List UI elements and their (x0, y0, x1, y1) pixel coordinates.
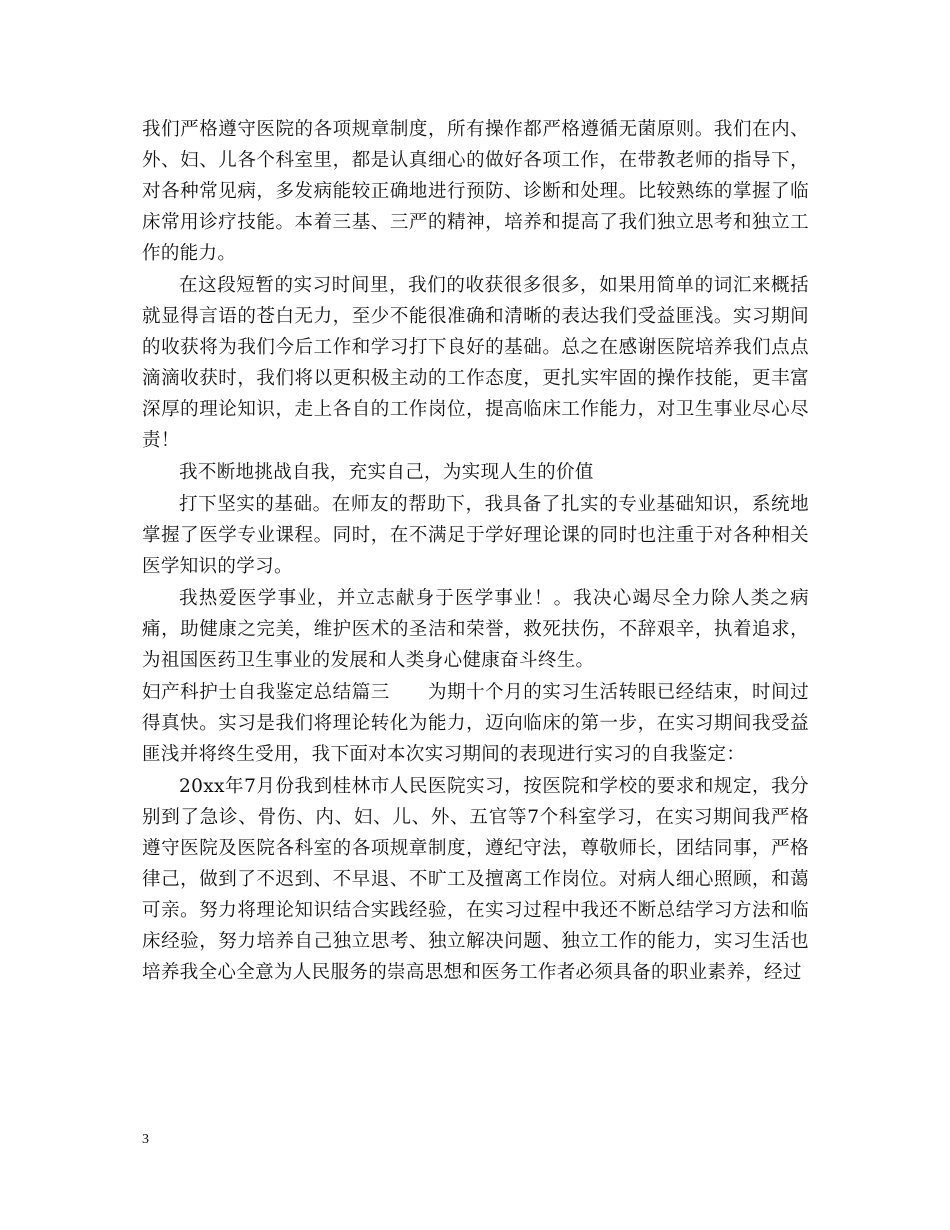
paragraph-6-section-heading: 妇产科护士自我鉴定总结篇三 为期十个月的实习生活转眼已经结束，时间过得真快。实习是我们将理论转化为能力，迈向临床的第一步，在实习期间我受益匪浅并将终生受用，我下面对本次实习期间的表现进行实习的自我鉴定： (142, 682, 809, 765)
paragraph-4: 打下坚实的基础。在师友的帮助下，我具备了扎实的专业基础知识，系统地掌握了医学专业课程。同时，在不满足于学好理论课的同时也注重于对各种相关医学知识的学习。 (142, 494, 809, 577)
paragraph-1: 我们严格遵守医院的各项规章制度，所有操作都严格遵循无菌原则。我们在内、外、妇、儿各个科室里，都是认真细心的做好各项工作，在带教老师的指导下，对各种常见病，多发病能较正确地进行预防、诊断和处理。比较熟练的掌握了临床常用诊疗技能。本着三基、三严的精神，培养和提高了我们独立思考和独立工作的能力。 (142, 119, 809, 264)
paragraph-7: 20xx年7月份我到桂林市人民医院实习，按医院和学校的要求和规定，我分别到了急诊、骨伤、内、妇、儿、外、五官等7个科室学习，在实习期间我严格遵守医院及医院各科室的各项规章制度，遵纪守法，尊敬师长，团结同事，严格律己，做到了不迟到、不早退、不旷工及擅离工作岗位。对病人细心照顾，和蔼可亲。努力将理论知识结合实践经验，在实习过程中我还不断总结学习方法和临床经验，努力培养自己独立思考、独立解决问题、独立工作的能力，实习生活也培养我全心全意为人民服务的崇高思想和医务工作者必须具备的职业素养，经过 (142, 776, 809, 983)
paragraph-5: 我热爱医学事业，并立志献身于医学事业！。我决心竭尽全力除人类之病痛，助健康之完美，维护医术的圣洁和荣誉，救死扶伤，不辞艰辛，执着追求，为祖国医药卫生事业的发展和人类身心健康奋斗终生。 (142, 588, 809, 671)
paragraph-2: 在这段短暂的实习时间里，我们的收获很多很多，如果用简单的词汇来概括就显得言语的苍白无力，至少不能很准确和清晰的表达我们受益匪浅。实习期间的收获将为我们今后工作和学习打下良好的基础。总之在感谢医院培养我们点点滴滴收获时，我们将以更积极主动的工作态度，更扎实牢固的操作技能，更丰富深厚的理论知识，走上各自的工作岗位，提高临床工作能力，对卫生事业尽心尽责！ (142, 275, 809, 451)
paragraph-3: 我不断地挑战自我，充实自己，为实现人生的价值 (179, 462, 594, 483)
document-body (142, 114, 809, 989)
page-number: 3 (142, 1132, 149, 1147)
